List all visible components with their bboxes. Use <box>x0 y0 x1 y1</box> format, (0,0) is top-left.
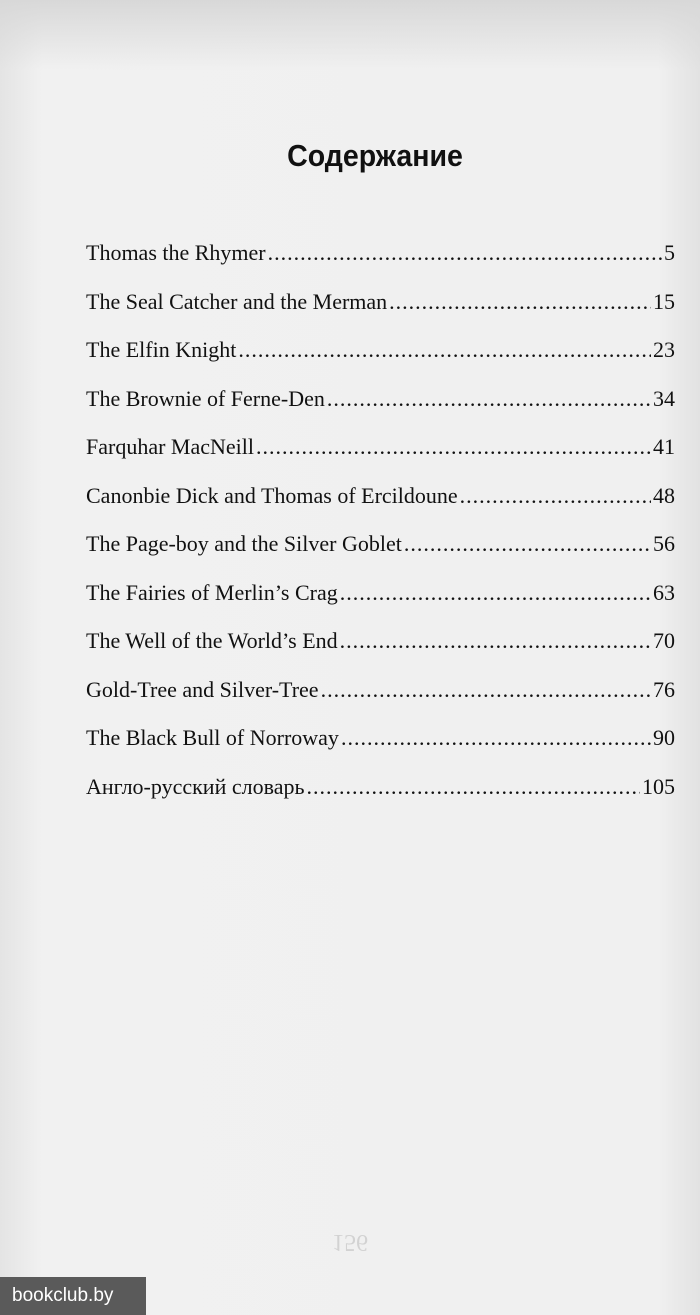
toc-entry <box>86 628 675 677</box>
page-title: Содержание <box>287 138 463 173</box>
toc-leader-dots <box>460 483 651 509</box>
toc-entry-page: 15 <box>653 288 675 314</box>
toc-leader-dots <box>340 628 651 654</box>
page-edge-shadow <box>0 0 700 70</box>
toc-entry-title: Thomas the Rhymer <box>86 240 266 265</box>
toc-entry <box>86 677 675 726</box>
toc-entry-title: The Page-boy and the Silver Goblet <box>86 531 402 556</box>
toc-entry-page: 70 <box>653 628 675 653</box>
toc-leader-dots <box>340 580 651 606</box>
toc-entry <box>86 386 675 435</box>
toc-leader-dots <box>389 289 651 315</box>
toc-entry <box>86 483 675 532</box>
toc-entry <box>86 240 675 289</box>
toc-leader-dots <box>321 677 651 703</box>
toc-entry <box>86 434 675 483</box>
toc-entry-page: 48 <box>653 482 675 508</box>
toc-entry-title: The Brownie of Ferne-Den <box>86 385 325 411</box>
toc-entry-title: Farquhar MacNeill <box>86 434 254 459</box>
toc-entry <box>86 774 675 823</box>
toc-entry-title: The Seal Catcher and the Merman <box>86 288 388 314</box>
toc-entry <box>86 531 675 580</box>
toc-entry-page: 105 <box>642 773 675 799</box>
toc-entry <box>86 337 675 386</box>
toc-entry-title: The Black Bull of Norroway <box>86 725 339 750</box>
toc-entry <box>86 725 675 774</box>
toc-entry <box>86 289 675 338</box>
toc-leader-dots <box>404 531 651 557</box>
toc-leader-dots <box>327 386 651 412</box>
toc-entry-title: Англо-русский словарь <box>86 773 305 799</box>
toc-entry-title: Canonbie Dick and Thomas of Ercildoune <box>86 482 458 508</box>
toc-entry-page: 41 <box>653 434 675 459</box>
toc-entry-page: 23 <box>653 337 675 362</box>
toc-entry-page: 5 <box>664 240 675 265</box>
toc-entry-page: 34 <box>653 385 675 411</box>
toc-entry <box>86 580 675 629</box>
toc-entry-title: The Fairies of Merlin’s Crag <box>86 579 338 605</box>
toc-entry-page: 56 <box>653 531 675 556</box>
toc-leader-dots <box>341 725 651 751</box>
table-of-contents <box>86 240 675 822</box>
toc-entry-page: 76 <box>653 676 675 702</box>
watermark: bookclub.by <box>0 1277 146 1315</box>
toc-entry-page: 63 <box>653 579 675 605</box>
toc-leader-dots <box>256 434 651 460</box>
toc-entry-title: Gold-Tree and Silver-Tree <box>86 676 319 702</box>
toc-entry-title: The Elfin Knight <box>86 337 237 362</box>
toc-leader-dots <box>238 337 651 363</box>
toc-entry-page: 90 <box>653 725 675 750</box>
toc-leader-dots <box>268 240 662 266</box>
bleed-through-page-number: 156 <box>332 1229 368 1255</box>
toc-entry-title: The Well of the World’s End <box>86 628 338 653</box>
toc-leader-dots <box>307 774 641 800</box>
